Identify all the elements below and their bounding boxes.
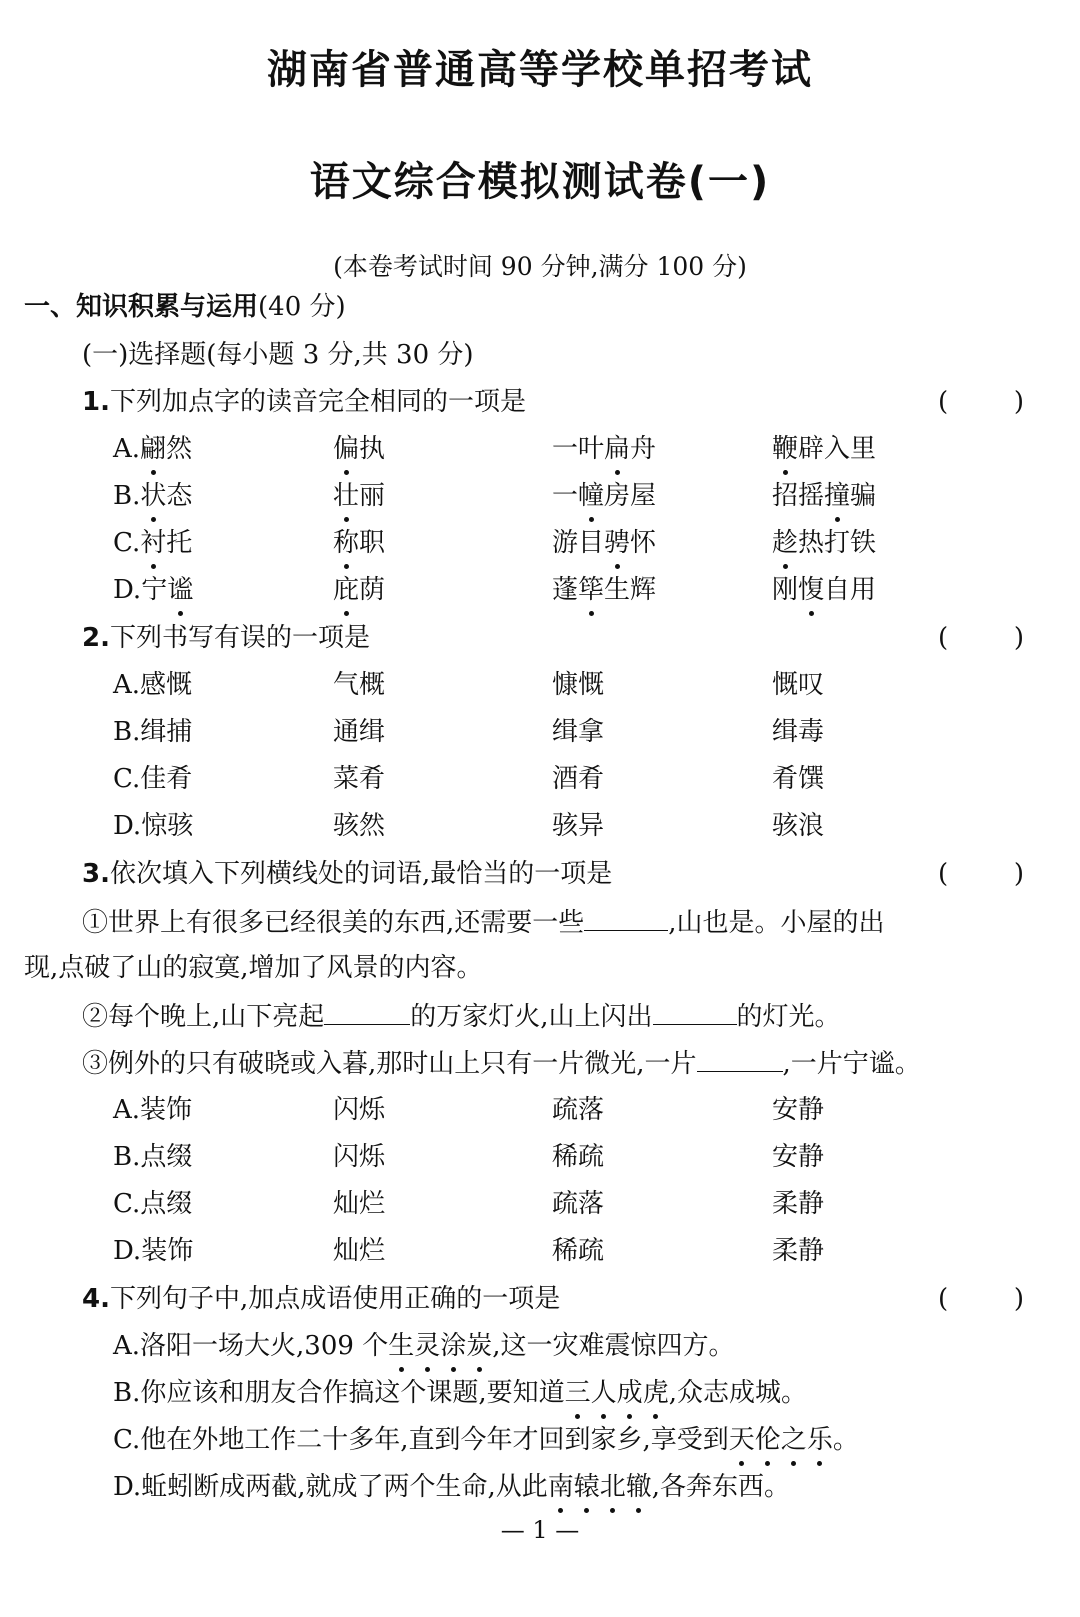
page-number: — 1 — [500, 1516, 580, 1544]
q1-option-c-word2: 称职 [333, 528, 386, 558]
exam-title: 湖南省普通高等学校单招考试 [267, 47, 813, 93]
q1-option-c-word3: 游目骋怀 [552, 528, 657, 558]
q2-option-b-word3: 缉拿 [552, 717, 605, 747]
q3-option-c-word4: 柔静 [772, 1189, 825, 1219]
section-title: 一、知识积累与运用 [24, 292, 259, 322]
section-heading [24, 290, 346, 324]
q2-option-c-word4: 肴馔 [772, 764, 825, 794]
question-text: 下列加点字的读音完全相同的一项是 [109, 387, 526, 417]
q1-option-b-word1: B.状态 [113, 481, 193, 511]
question-text: 依次填入下列横线处的词语,最恰当的一项是 [109, 859, 613, 889]
question-3-stem [82, 857, 612, 891]
q3-option-b-word3: 稀疏 [552, 1142, 605, 1172]
q3-option-a-word4: 安静 [772, 1095, 825, 1125]
q2-option-c-word2: 菜肴 [333, 764, 386, 794]
question-text: 下列句子中,加点成语使用正确的一项是 [109, 1284, 561, 1314]
exam-page: 湖南省普通高等学校单招考试 语文综合模拟测试卷(一) (本卷考试时间 90 分钟,满分 100 分) 一、知识积累与运用(40 分) (一)选择题(每小题 3 分,共 30 分) 1.下列加点字的读音完全相同的一项是 ( ) A.翩然 偏执 一叶扁舟 鞭辟入里 B.状态 壮丽 一幢房屋 招摇撞骗 C.衬托 称职 游目骋怀 趁热打铁 D.宁谧 庇荫 蓬筚生辉 刚愎自用 2.下列书写有误的一项是 ( ) A.感慨 气概 慷慨 慨叹 B.缉捕 通缉 缉拿 缉毒 C.佳肴 菜肴 酒肴 肴馔 D.惊骇 骇然 骇异 骇浪 3.依次填入下列横线处的词语,最恰当的一项是 ( ) ①世界上有很多已经很美的东西,还需要一些 ,山也是。小屋的出 现,点破了山的寂寞,增加了风景的内容。 ②每个晚上,山下亮起 的万家灯火,山上闪出 的灯光。 ③例外的只有破晓或入暮,那时山上只有一片微光,一片 ,一片宁谧。 A.装饰 闪烁 疏落 安静 B.点缀 闪烁 稀疏 安静 C.点缀 灿烂 疏落 柔静 D.装饰 灿烂 稀疏 柔静 4.下列句子中,加点成语使用正确的一项是 ( ) A.洛阳一场大火,309 个生灵涂炭,这一灾难震惊四方。 B.你应该和朋友合作搞这个课题,要知道三人成虎,众志成城。 C.他在外地工作二十多年,直到今年才回到家乡,享受到天伦之乐。 D.蚯蚓断成两截,就成了两个生命,从此南辕北辙,各奔东西。 — 1 — [0, 0, 1080, 1617]
q3-option-a: A.装饰 [113, 1095, 193, 1125]
exam-subtitle: 语文综合模拟测试卷(一) [309, 159, 771, 205]
q1-option-d-word2: 庇荫 [333, 575, 386, 605]
passage-sentence-2: ②每个晚上,山下亮起 的万家灯火,山上闪出 的灯光。 [82, 998, 841, 1034]
q1-option-a-word3: 一叶扁舟 [552, 434, 657, 464]
fill-blank-2[interactable] [324, 998, 410, 1025]
q1-option-a-word2: 偏执 [333, 434, 386, 464]
q2-option-a-word4: 慨叹 [772, 670, 825, 700]
q1-option-b-word3: 一幢房屋 [552, 481, 657, 511]
question-2-stem [82, 621, 370, 655]
q1-option-a-word1: A.翩然 [113, 434, 193, 464]
q4-option-a: A.洛阳一场大火,309 个生灵涂炭,这一灾难震惊四方。 [113, 1331, 735, 1361]
passage-sentence-3: ③例外的只有破晓或入暮,那时山上只有一片微光,一片 ,一片宁谧。 [82, 1045, 921, 1081]
passage-sentence-1-cont: 现,点破了山的寂寞,增加了风景的内容。 [24, 953, 483, 983]
question-4-stem [82, 1282, 560, 1316]
fill-blank-4[interactable] [697, 1045, 783, 1072]
q3-option-d-word4: 柔静 [772, 1236, 825, 1266]
q4-option-b: B.你应该和朋友合作搞这个课题,要知道三人成虎,众志成城。 [113, 1378, 807, 1408]
q2-option-b-word4: 缉毒 [772, 717, 825, 747]
q2-option-c: C.佳肴 [113, 764, 193, 794]
q2-option-a: A.感慨 [113, 670, 193, 700]
q3-option-d-word2: 灿烂 [333, 1236, 386, 1266]
q2-option-d-word3: 骇异 [552, 811, 605, 841]
q2-option-c-word3: 酒肴 [552, 764, 605, 794]
question-number: 3. [82, 859, 110, 889]
q1-option-b-word4: 招摇撞骗 [772, 481, 877, 511]
question-number: 4. [82, 1284, 110, 1314]
q2-option-a-word3: 慷慨 [552, 670, 605, 700]
q1-option-d-word3: 蓬筚生辉 [552, 575, 657, 605]
q2-option-b: B.缉捕 [113, 717, 193, 747]
q2-option-b-word2: 通缉 [333, 717, 386, 747]
q3-option-d-word3: 稀疏 [552, 1236, 605, 1266]
q4-option-d: D.蚯蚓断成两截,就成了两个生命,从此南辕北辙,各奔东西。 [113, 1472, 791, 1502]
q3-option-c-word3: 疏落 [552, 1189, 605, 1219]
q3-option-b-word2: 闪烁 [333, 1142, 386, 1172]
q1-option-d-word1: D.宁谧 [113, 575, 194, 605]
passage-sentence-1: ①世界上有很多已经很美的东西,还需要一些 ,山也是。小屋的出 [82, 904, 885, 940]
question-text: 下列书写有误的一项是 [109, 623, 370, 653]
fill-blank-1[interactable] [584, 904, 668, 931]
q1-option-b-word2: 壮丽 [333, 481, 386, 511]
q1-option-c-word1: C.衬托 [113, 528, 193, 558]
question-1-stem [82, 385, 526, 419]
part-heading: (一)选择题(每小题 3 分,共 30 分) [82, 340, 474, 370]
q2-option-d: D.惊骇 [113, 811, 194, 841]
fill-blank-3[interactable] [653, 998, 737, 1025]
q3-option-b-word4: 安静 [772, 1142, 825, 1172]
q3-option-a-word3: 疏落 [552, 1095, 605, 1125]
q3-option-a-word2: 闪烁 [333, 1095, 386, 1125]
q3-option-c-word2: 灿烂 [333, 1189, 386, 1219]
q3-option-c: C.点缀 [113, 1189, 193, 1219]
q2-option-a-word2: 气概 [333, 670, 386, 700]
q2-option-d-word2: 骇然 [333, 811, 386, 841]
q3-option-b: B.点缀 [113, 1142, 193, 1172]
q1-option-c-word4: 趁热打铁 [772, 528, 877, 558]
exam-note: (本卷考试时间 90 分钟,满分 100 分) [333, 252, 747, 281]
question-number: 2. [82, 623, 110, 653]
question-number: 1. [82, 387, 110, 417]
q1-option-a-word4: 鞭辟入里 [772, 434, 877, 464]
section-score: (40 分) [258, 292, 346, 322]
q1-option-d-word4: 刚愎自用 [772, 575, 877, 605]
q4-option-c: C.他在外地工作二十多年,直到今年才回到家乡,享受到天伦之乐。 [113, 1425, 859, 1455]
q2-option-d-word4: 骇浪 [772, 811, 825, 841]
q3-option-d: D.装饰 [113, 1236, 194, 1266]
